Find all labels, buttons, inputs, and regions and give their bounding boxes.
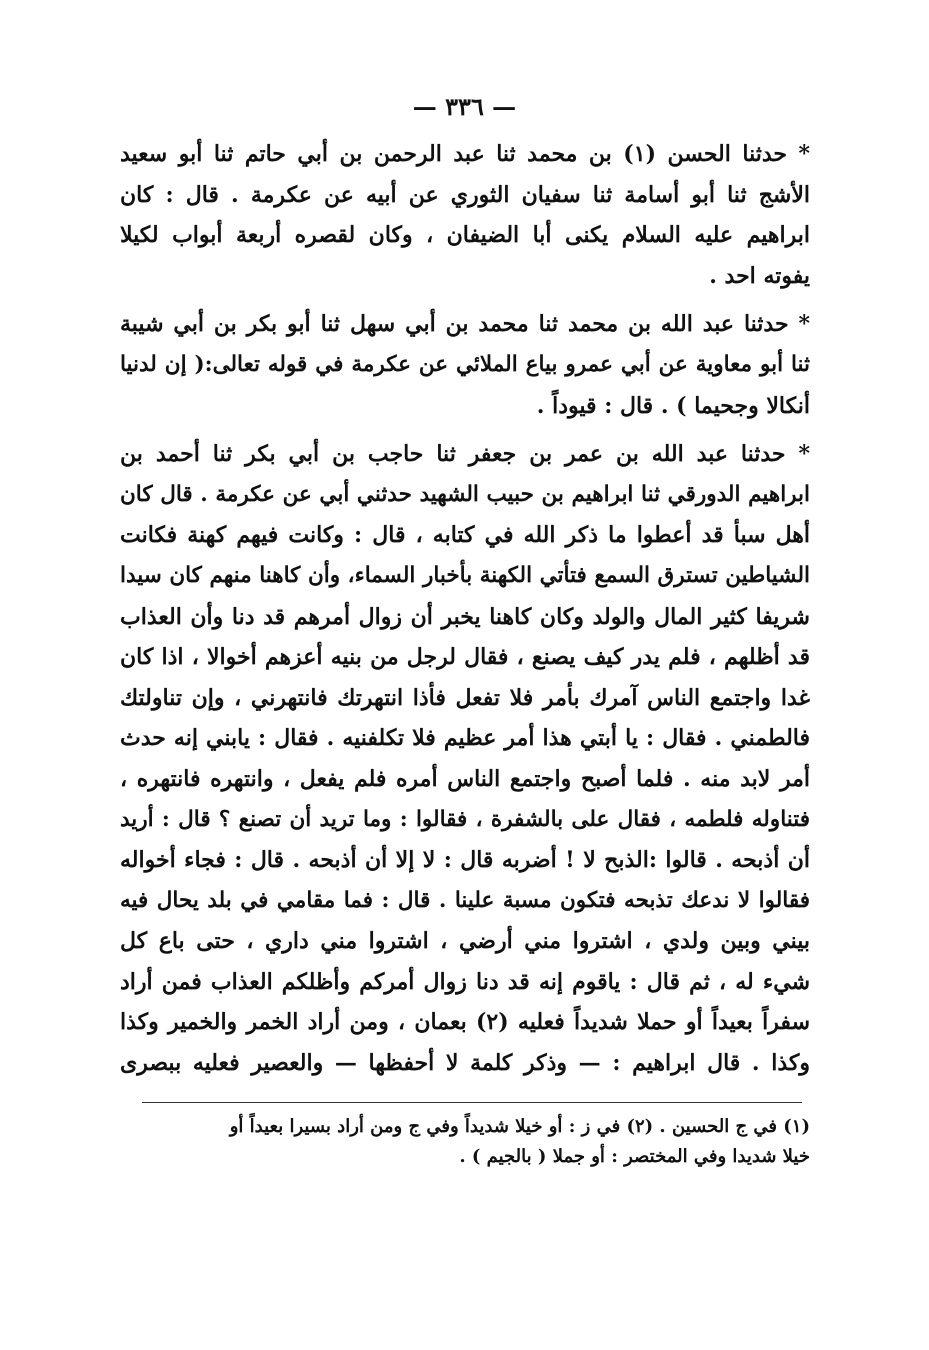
text-line: فتناوله فلطمه ، فقال على بالشفرة ، فقالوا : وما تريد أن تصنع ؟ قال : أريد bbox=[120, 806, 810, 832]
text-line: أنكالا وجحيما ) . قال : قيوداً . bbox=[536, 392, 810, 419]
text-line: فقالوا لا ندعك تذبحه فتكون مسبة علينا . قال : فما مقامي في بلد يحال فيه bbox=[120, 887, 810, 913]
text-line: أن أذبحه . قالوا :الذبح لا ! أضربه قال : لا إلا أن أذبحه . قال : فجاء أخواله bbox=[120, 847, 810, 874]
paragraph-2 bbox=[120, 304, 810, 426]
text-line: أهل سبأ قد أعطوا ما ذكر الله في كتابه ، قال : وكانت فيهم كهنة فكانت bbox=[120, 522, 810, 549]
text-line: * حدثنا عبد الله بن محمد ثنا محمد بن أبي سهل ثنا أبو بكر بن أبي شيبة bbox=[120, 311, 810, 338]
text-line: ابراهيم عليه السلام يكنى أبا الضيفان ، وكان لقصره أربعة أبواب لكيلا bbox=[120, 222, 810, 249]
text-line: ثنا أبو معاوية عن أبي عمرو بياع الملائي عن عكرمة في قوله تعالى:( إن لدنيا bbox=[120, 351, 810, 377]
text-line: * حدثنا الحسن (١) بن محمد ثنا عبد الرحمن بن أبي حاتم ثنا أبو سعيد bbox=[120, 141, 811, 167]
text-line: شريفا كثير المال والولد وكان كاهنا يخبر أن زوال أمرهم قد دنا وأن العذاب bbox=[120, 603, 810, 630]
text-line: غدا واجتمع الناس آمرك بأمر فلا تفعل فأذا انتهرتك فانتهرني ، وإن تناولتك bbox=[120, 684, 810, 711]
text-line: قد أظلهم ، فلم يدر كيف يصنع ، فقال لرجل من بنيه أعزهم أخوالا ، اذا كان bbox=[120, 644, 810, 671]
text-line: وكذا . قال ابراهيم : — وذكر كلمة لا أحفظها — والعصير فعليه ببصرى bbox=[120, 1050, 810, 1077]
text-line: سفراً بعيداً أو حملا شديداً فعليه (٢) بعمان ، ومن أراد الخمر والخمير وكذا bbox=[120, 1009, 810, 1036]
footnotes bbox=[120, 1112, 810, 1172]
text-line: فالطمني . فقال : يا أبتي هذا أمر عظيم فلا تكلفنيه . فقال : يابني إنه حدث bbox=[120, 725, 810, 752]
footnote-line: (١) في ج الحسين . (٢) في ز : أو خيلا شديداً وفي ج ومن أراد بسيرا بعيداً أو bbox=[229, 1116, 810, 1137]
text-line: الأشج ثنا أبو أسامة ثنا سفيان الثوري عن أبيه عن عكرمة . قال : كان bbox=[120, 181, 810, 208]
text-line: ابراهيم الدورقي ثنا ابراهيم بن حبيب الشهيد حدثني أبي عن عكرمة . قال كان bbox=[120, 481, 810, 507]
page-number: — ٣٣٦ — bbox=[412, 92, 517, 121]
text-line: يفوته احد . bbox=[709, 262, 810, 289]
text-line: بيني وبين ولدي ، اشتروا مني أرضي ، اشتروا مني داري ، حتى باع كل bbox=[120, 928, 810, 955]
footnote-divider bbox=[142, 1102, 802, 1103]
text-line: أمر لابد منه . فلما أصبح واجتمع الناس أمره فلم يفعل ، وانتهره فانتهره ، bbox=[120, 765, 810, 792]
paragraph-1 bbox=[120, 134, 810, 296]
text-line: * حدثنا عبد الله بن عمر بن جعفر ثنا حاجب بن أبي بكر ثنا أحمد بن bbox=[120, 441, 810, 468]
main-text bbox=[120, 134, 810, 1092]
text-line: الشياطين تسترق السمع فتأتي الكهنة بأخبار السماء، وأن كاهنا منهم كان سيدا bbox=[120, 562, 810, 588]
footnote-line: خيلا شديدا وفي المختصر : أو جملا ( بالجيم ) . bbox=[459, 1146, 810, 1167]
text-line: شيء له ، ثم قال : ياقوم إنه قد دنا زوال أمركم وأظلكم العذاب فمن أراد bbox=[120, 968, 810, 995]
paragraph-3 bbox=[120, 434, 810, 1084]
